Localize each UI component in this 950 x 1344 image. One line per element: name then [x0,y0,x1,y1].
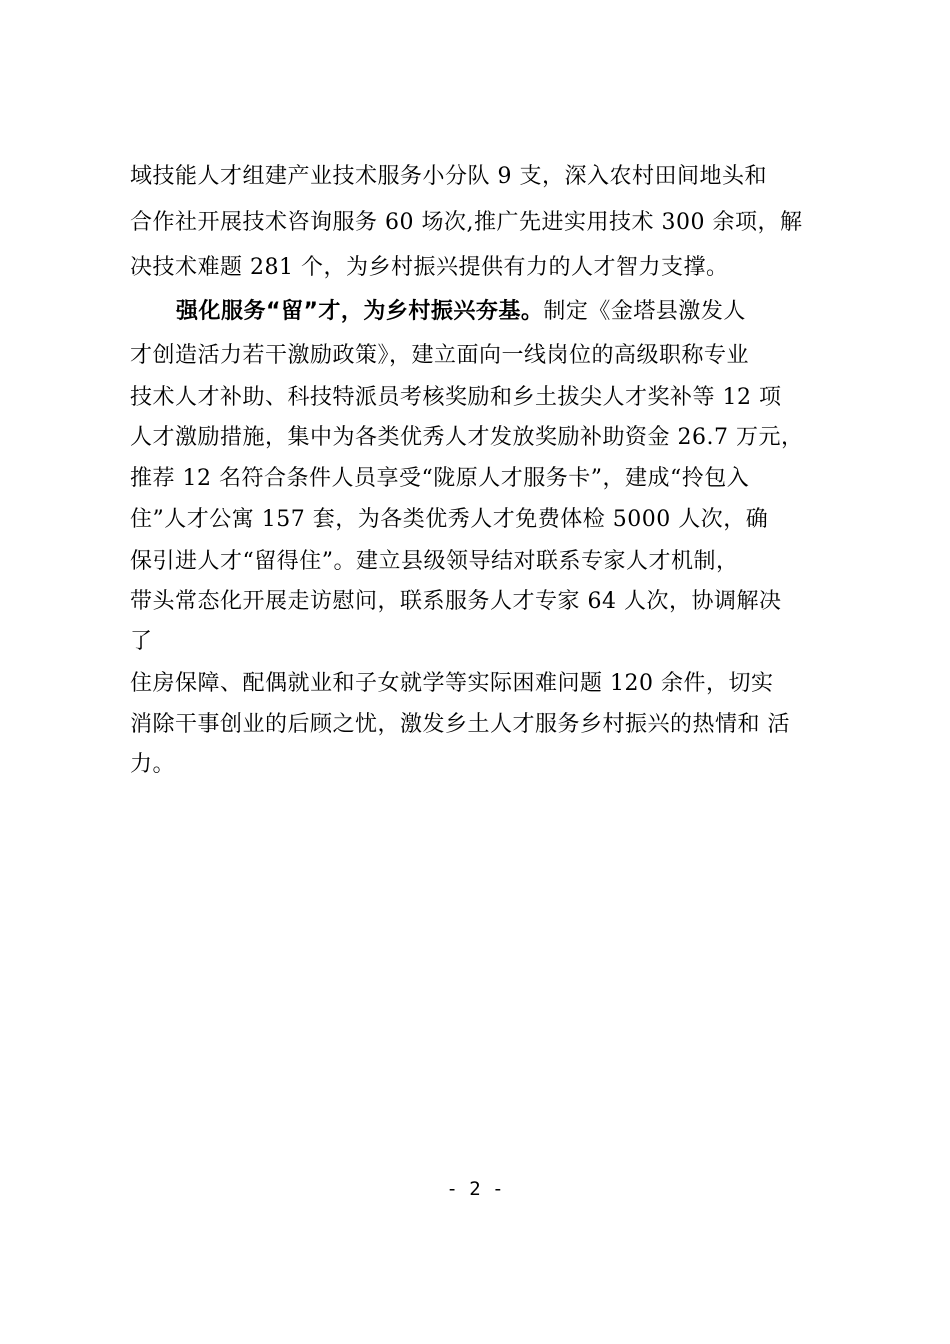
paragraph-2-line-8: 带头常态化开展走访慰问，联系服务人才专家 64 人次，协调解决 [130,589,782,614]
paragraph-2-line-5: 推荐 12 名符合条件人员享受“陇原人才服务卡”，建成“拎包入 [130,466,750,491]
paragraph-1-line-1: 域技能人才组建产业技术服务小分队 9 支，深入农村田间地头和 [130,164,767,189]
paragraph-2-line-4: 人才激励措施，集中为各类优秀人才发放奖励补助资金 26.7 万元， [130,425,804,450]
paragraph-2-line-11: 消除干事创业的后顾之忧，激发乡土人才服务乡村振兴的热情和 活 [130,712,790,737]
paragraph-1-line-3: 决技术难题 281 个，为乡村振兴提供有力的人才智力支撑。 [130,255,729,280]
paragraph-2-heading: 强化服务“留”才，为乡村振兴夯基。 [176,299,544,324]
paragraph-2-line-7: 保引进人才“留得住”。建立县级领导结对联系专家人才机制， [130,549,739,574]
paragraph-2-first-line [176,297,746,327]
paragraph-1-line-2: 合作社开展技术咨询服务 60 场次,推广先进实用技术 300 余项，解 [130,210,803,235]
paragraph-2-line-12: 力。 [130,752,176,777]
paragraph-2-line-2: 才创造活力若干激励政策》，建立面向一线岗位的高级职称专业 [130,343,750,368]
page-number: - 2 - [446,1178,504,1200]
paragraph-2-line-9: 了 [130,629,153,654]
paragraph-2-line-6: 住”人才公寓 157 套，为各类优秀人才免费体检 5000 人次，确 [130,507,769,532]
paragraph-2-line-10: 住房保障、配偶就业和子女就学等实际困难问题 120 余件，切实 [130,671,774,696]
paragraph-2-line-3: 技术人才补助、科技特派员考核奖励和乡土拔尖人才奖补等 12 项 [130,385,782,410]
paragraph-2-first-line-rest: 制定《金塔县激发人 [543,299,746,324]
